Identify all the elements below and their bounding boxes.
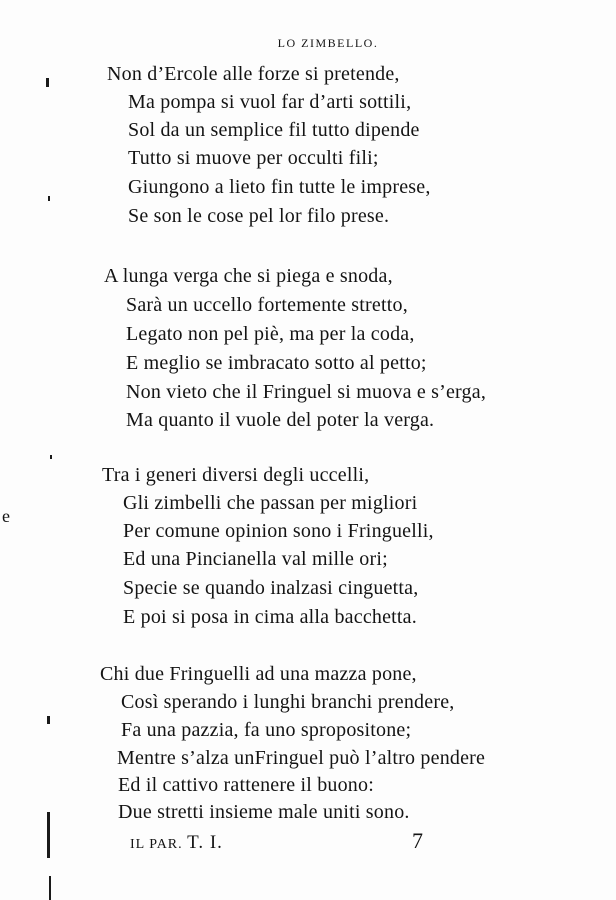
verse-line: Tra i generi diversi degli uccelli,	[102, 464, 370, 486]
running-head: LO ZIMBELLO.	[277, 36, 379, 50]
margin-speck	[46, 78, 49, 87]
verse-line: Per comune opinion sono i Fringuelli,	[123, 520, 434, 542]
signature-small: IL PAR.	[130, 837, 183, 852]
verse-line: Giungono a lieto fin tutte le imprese,	[128, 176, 431, 198]
margin-rule	[49, 876, 51, 900]
margin-letter: e	[2, 506, 10, 526]
verse-line: Tutto si muove per occulti fili;	[128, 147, 379, 169]
verse-line: Non vieto che il Fringuel si muova e s’erga,	[126, 381, 487, 403]
verse-line: E poi si posa in cima alla bacchetta.	[123, 606, 417, 628]
verse-line: Sol da un semplice fil tutto dipende	[128, 119, 420, 141]
margin-speck	[47, 716, 50, 724]
verse-line: Fa una pazzia, fa uno spropositone;	[121, 719, 412, 741]
verse-line: A lunga verga che si piega e snoda,	[104, 265, 393, 287]
verse-line: Due stretti insieme male uniti sono.	[118, 801, 410, 823]
signature-big: T. I.	[187, 832, 223, 853]
verse-line: Non d’Ercole alle forze si pretende,	[107, 63, 400, 85]
page-number: 7	[412, 828, 423, 853]
verse-line: Ed il cattivo rattenere il buono:	[118, 774, 374, 796]
verse-line: E meglio se imbracato sotto al petto;	[126, 352, 427, 374]
margin-rule	[47, 812, 50, 858]
verse-line: Specie se quando inalzasi cinguetta,	[123, 577, 419, 599]
verse-line: Mentre s’alza unFringuel può l’altro pendere	[117, 747, 486, 769]
verse-line: Sarà un uccello fortemente stretto,	[126, 294, 408, 316]
verse-line: Ma quanto il vuole del poter la verga.	[126, 409, 435, 431]
verse-line: Ma pompa si vuol far d’arti sottili,	[128, 91, 412, 113]
verse-line: Gli zimbelli che passan per migliori	[123, 492, 418, 514]
verse-line: Ed una Pincianella val mille ori;	[123, 548, 388, 570]
verse-line: Se son le cose pel lor filo prese.	[128, 205, 390, 227]
verse-line: Legato non pel piè, ma per la coda,	[126, 323, 415, 345]
margin-speck	[50, 455, 52, 459]
verse-line: Così sperando i lunghi branchi prendere,	[121, 691, 455, 713]
margin-speck	[48, 196, 50, 201]
signature-mark	[130, 832, 223, 854]
verse-line: Chi due Fringuelli ad una mazza pone,	[100, 663, 417, 685]
